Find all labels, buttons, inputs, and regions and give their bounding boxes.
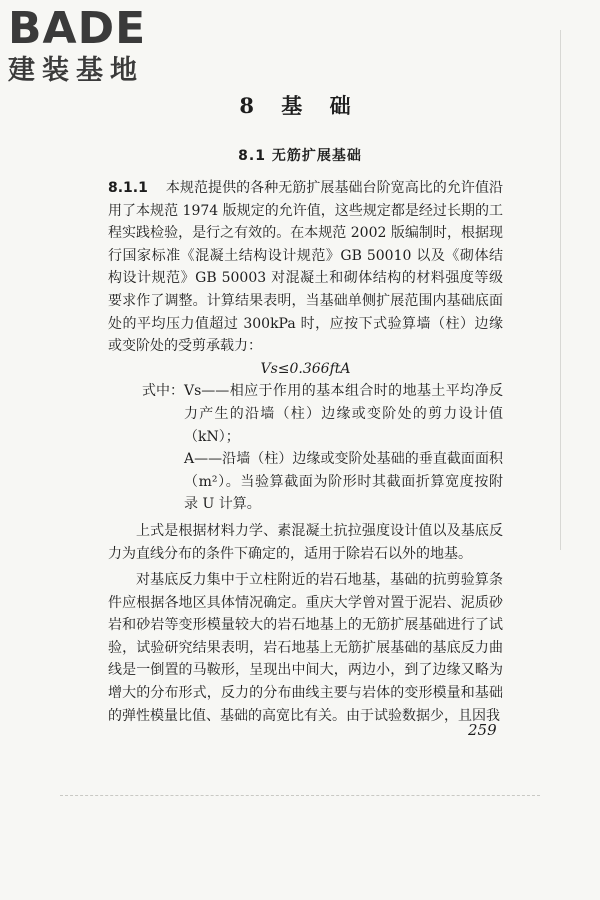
chapter-title: 8 基 础 bbox=[239, 93, 361, 118]
clause-text: 本规范提供的各种无筋扩展基础台阶宽高比的允许值沿用了本规范 1974 版规定的允许值，这些规定都是经过长期的工程实践检验，是行之有效的。在本规范 2002 版编制时，根据现行国家标准《混凝土结构设计规范》GB 50010 以及《砌体结构设计规范》GB 50003 对混凝土和砌体结构的材料强度等级要求作了调整。计算结果表明，当基础单侧扩展范围内基础底面处的平均压力值超过 300kPa 时，应按下式验算墙（柱）边缘或变阶处的受剪承载力： bbox=[108, 180, 503, 355]
logo-top-text: BADE bbox=[8, 3, 147, 54]
clause-number: 8.1.1 bbox=[108, 180, 148, 196]
watermark-logo bbox=[8, 3, 178, 92]
where-prefix: 式中： bbox=[142, 383, 184, 400]
paragraph-2: 对基底反力集中于立柱附近的岩石地基，基础的抗剪验算条件应根据各地区具体情况确定。重庆大学曾对置于泥岩、泥质砂岩和砂岩等变形模量较大的岩石地基上的无筋扩展基础进行了试验，试验研究结果表明，岩石地基上无筋扩展基础的基底反力曲线是一倒置的马鞍形，呈现出中间大，两边小，到了边缘又略为增大的分布形式，反力的分布曲线主要与岩体的变形模量和基础的弹性模量比值、基础的高宽比有关。由于试验数据少，且因我 bbox=[108, 572, 503, 724]
where-item-vs bbox=[108, 380, 503, 448]
paragraph-1: 上式是根据材料力学、素混凝土抗拉强度设计值以及基底反力为直线分布的条件下确定的，适用于除岩石以外的地基。 bbox=[108, 522, 503, 562]
logo-bottom-text: 建装基地 bbox=[8, 55, 144, 86]
body-text bbox=[108, 177, 503, 727]
clause-paragraph bbox=[108, 177, 503, 358]
section-title: 8.1 无筋扩展基础 bbox=[238, 148, 362, 164]
where-item-text: Vs——相应于作用的基本组合时的地基土平均净反力产生的沿墙（柱）边缘或变阶处的剪力设计值（kN）； bbox=[184, 383, 503, 445]
formula: Vs≤0.366ftA bbox=[260, 360, 351, 377]
page-number: 259 bbox=[468, 721, 497, 739]
where-item-text: A——沿墙（柱）边缘或变阶处基础的垂直截面面积（m²）。当验算截面为阶形时其截面折算宽度按附录 U 计算。 bbox=[184, 451, 503, 513]
scan-artifact-dots bbox=[60, 795, 540, 798]
where-item-a bbox=[108, 448, 503, 516]
